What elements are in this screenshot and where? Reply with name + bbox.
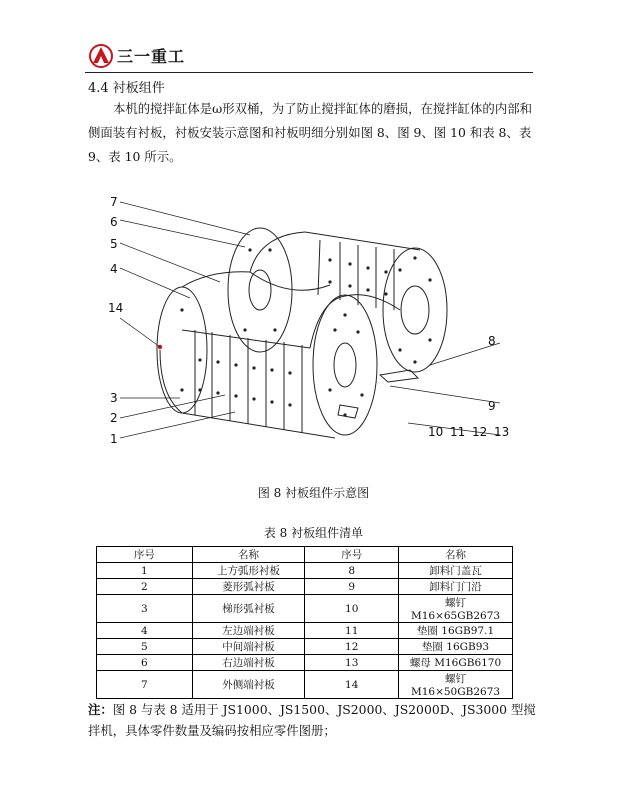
cell: 螺钉 M16×50GB2673 (399, 671, 513, 699)
callout-2: 2 (110, 411, 118, 425)
cell: 5 (97, 639, 193, 655)
cell: 垫圈 16GB97.1 (399, 623, 513, 639)
brand-name: 三一重工 (117, 47, 186, 66)
cell: 13 (305, 655, 399, 671)
callout-10: 10 (428, 425, 444, 439)
callout-5: 5 (110, 237, 118, 251)
company-logo (88, 44, 114, 68)
callout-14: 14 (108, 301, 124, 315)
rear-drum-hub (401, 286, 429, 334)
header-cell: 序号 (97, 547, 193, 563)
rear-drum-end (383, 248, 447, 372)
header-cell: 名称 (192, 547, 305, 563)
cell: 螺钉 M16×65GB2673 (399, 595, 513, 623)
table-row (97, 579, 513, 595)
cell: 2 (97, 579, 193, 595)
note-text: 图 8 与表 8 适用于 JS1000、JS1500、JS2000、JS2000D、JS3000 型搅拌机，具体零件数量及编码按相应零件图册； (88, 702, 536, 738)
callout-13: 13 (494, 425, 510, 439)
cell: 垫圈 16GB93 (399, 639, 513, 655)
middle-drum-end (228, 228, 292, 352)
table-row (97, 563, 513, 579)
cell: 左边端衬板 (192, 623, 305, 639)
callout-8: 8 (488, 334, 496, 348)
header-cell: 名称 (399, 547, 513, 563)
cell: 9 (305, 579, 399, 595)
cell: 上方弧形衬板 (192, 563, 305, 579)
table-caption: 表 8 衬板组件清单 (263, 526, 364, 540)
cell: 卸料门门沿 (399, 579, 513, 595)
cell: 1 (97, 563, 193, 579)
parts-table (96, 546, 513, 699)
cell: 卸料门盖瓦 (399, 563, 513, 579)
table-row (97, 595, 513, 623)
cell: 外侧端衬板 (192, 671, 305, 699)
cell: 8 (305, 563, 399, 579)
section-paragraph: 本机的搅拌缸体是ω形双桶，为了防止搅拌缸体的磨损，在搅拌缸体的内部和侧面装有衬板，衬板安装示意图和衬板明细分别如图 8、图 9、图 10 和表 8、表 9、表 10 所示。 (88, 101, 532, 164)
cell: 3 (97, 595, 193, 623)
table-row (97, 671, 513, 699)
table-row (97, 623, 513, 639)
callout-6: 6 (110, 215, 118, 229)
callout-9: 9 (488, 399, 496, 413)
callout-4: 4 (110, 262, 118, 276)
callout-7: 7 (110, 195, 118, 209)
callout-12: 12 (472, 425, 488, 439)
cell: 4 (97, 623, 193, 639)
section-title: 4.4 衬板组件 (88, 81, 165, 96)
cell: 10 (305, 595, 399, 623)
cell: 14 (305, 671, 399, 699)
cell: 菱形弧衬板 (192, 579, 305, 595)
cell: 中间端衬板 (192, 639, 305, 655)
callout-3: 3 (110, 391, 118, 405)
callout-11: 11 (450, 425, 466, 439)
footnote (88, 699, 536, 741)
cell: 右边端衬板 (192, 655, 305, 671)
table-header-row (97, 547, 513, 563)
cell: 梯形弧衬板 (192, 595, 305, 623)
cell: 螺母 M16GB6170 (399, 655, 513, 671)
left-drum-end (157, 287, 207, 413)
cell: 6 (97, 655, 193, 671)
figure-caption: 图 8 衬板组件示意图 (257, 486, 370, 500)
table-row (97, 655, 513, 671)
liner-assembly-figure (100, 190, 520, 445)
table-row (97, 639, 513, 655)
header-divider (85, 72, 533, 73)
cell: 7 (97, 671, 193, 699)
note-label: 注： (88, 702, 113, 717)
cell: 12 (305, 639, 399, 655)
header-cell: 序号 (305, 547, 399, 563)
cell: 11 (305, 623, 399, 639)
callout-1: 1 (110, 432, 118, 445)
